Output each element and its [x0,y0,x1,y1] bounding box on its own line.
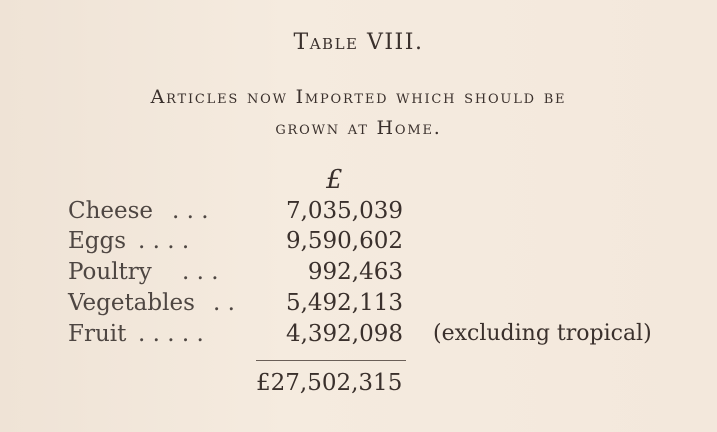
row-value: 5,492,113 [285,290,403,316]
row-label: Poultry [68,259,152,285]
row-label: Fruit [68,321,127,347]
table-row [0,228,717,260]
table-row [0,321,717,353]
table-subtitle-line-2: grown at Home. [275,117,442,139]
leader-dots: . . . . . [138,321,204,347]
table-row [0,198,717,230]
table-row [0,259,717,291]
currency-header: £ [326,165,343,195]
row-value: 4,392,098 [285,321,403,347]
sum-divider [256,360,406,361]
row-note: (excluding tropical) [433,321,652,346]
leader-dots: . . . . [138,228,190,254]
leader-dots: . . . [182,259,219,285]
table-total: £27,502,315 [256,370,403,396]
table-row [0,290,717,322]
row-value: 992,463 [307,259,403,285]
row-label: Eggs [68,228,127,254]
row-label: Cheese [68,198,154,224]
row-label: Vegetables [68,290,195,316]
row-value: 7,035,039 [285,198,403,224]
row-value: 9,590,602 [285,228,403,254]
table-title: Table VIII. [293,30,424,55]
leader-dots: . . . [172,198,209,224]
leader-dots: . . [213,290,235,316]
table-subtitle-line-1: Articles now Imported which should be [150,86,567,108]
